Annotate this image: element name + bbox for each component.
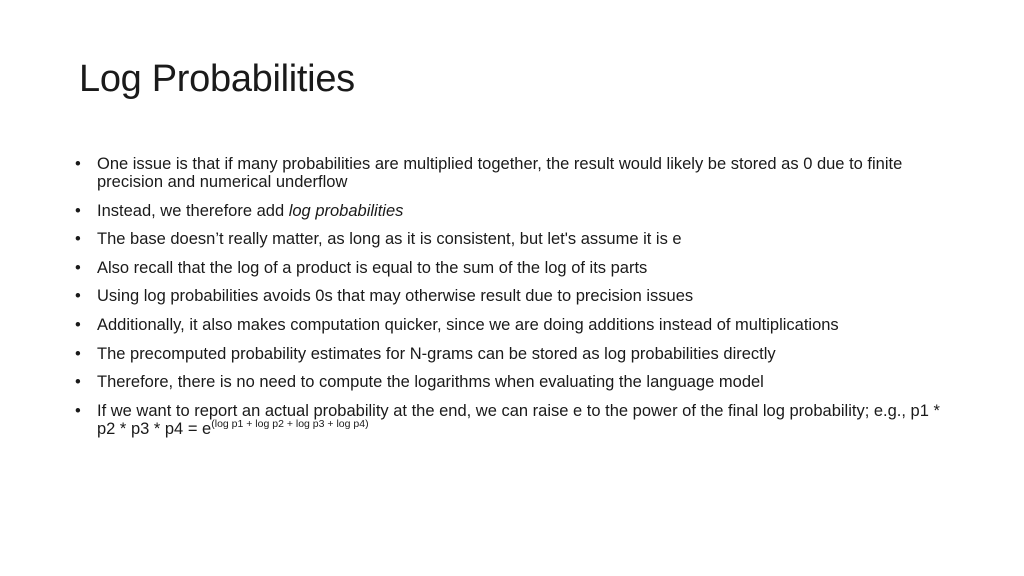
bullet-item (75, 316, 955, 334)
exponent-superscript: (log p1 + log p2 + log p3 + log p4) (211, 417, 369, 430)
slide-title: Log Probabilities (79, 58, 355, 100)
bullet-emphasis: log probabilities (288, 201, 404, 220)
bullet-text: Therefore, there is no need to compute the logarithms when evaluating the language model (97, 373, 764, 392)
bullet-item (75, 230, 955, 248)
bullet-item (75, 373, 955, 391)
bullet-text: Also recall that the log of a product is equal to the sum of the log of its parts (97, 258, 648, 277)
bullet-text: The precomputed probability estimates for N-grams can be stored as log probabilities directly (97, 344, 776, 363)
bullet-item (75, 202, 955, 220)
bullet-text: Instead, we therefore add (97, 201, 289, 220)
bullet-text: The base doesn’t really matter, as long as it is consistent, but let's assume it is e (97, 230, 682, 249)
bullet-text: If we want to report an actual probability at the end, we can raise e to the power of the final log probability; e.g., p1 * p2 * p3 * p4 = e (97, 401, 940, 438)
bullet-item (75, 402, 955, 438)
bullet-text: Additionally, it also makes computation quicker, since we are doing additions instead of multiplications (97, 315, 839, 334)
bullet-text: Using log probabilities avoids 0s that may otherwise result due to precision issues (97, 287, 694, 306)
bullet-item (75, 287, 955, 305)
bullet-item (75, 345, 955, 363)
bullet-list (75, 155, 955, 448)
bullet-item (75, 259, 955, 277)
bullet-item (75, 155, 955, 191)
bullet-text: One issue is that if many probabilities are multiplied together, the result would likely be stored as 0 due to finite precision and numerical underflow (97, 155, 903, 191)
